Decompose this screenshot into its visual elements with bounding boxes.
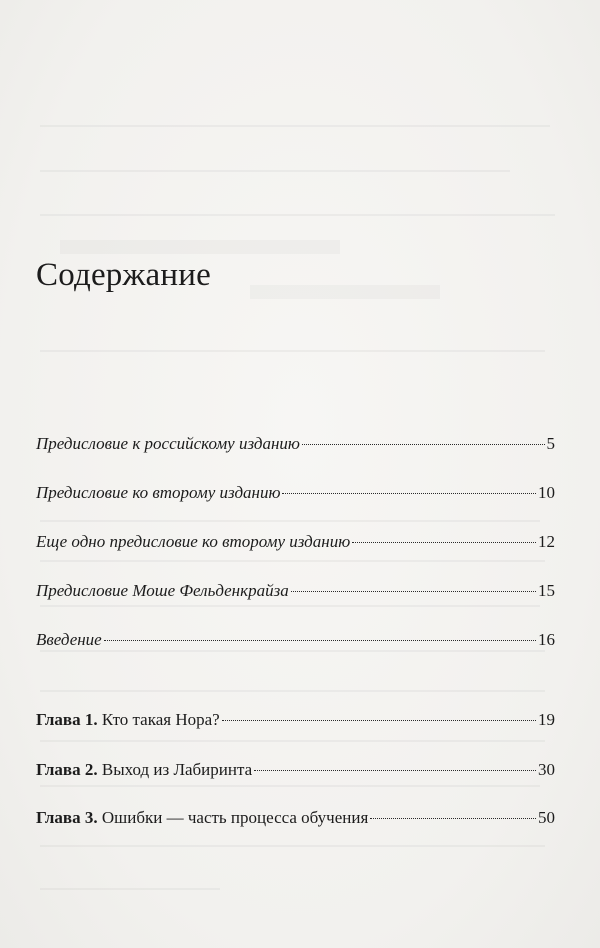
dot-leader bbox=[222, 720, 536, 721]
toc-entry-title: Предисловие Моше Фельденкрайза bbox=[36, 581, 289, 600]
dot-leader bbox=[370, 818, 536, 819]
chapter-title: Выход из Лабиринта bbox=[101, 760, 253, 779]
toc-entry-page: 12 bbox=[538, 532, 555, 551]
dot-leader bbox=[104, 640, 536, 641]
toc-chapter[interactable] bbox=[36, 806, 555, 830]
toc-entry[interactable] bbox=[36, 628, 555, 652]
toc-entry-page: 5 bbox=[546, 434, 555, 453]
dot-leader bbox=[254, 770, 536, 771]
toc-chapter-page: 19 bbox=[538, 710, 555, 729]
toc-entry-title: Предисловие ко второму изданию bbox=[36, 483, 281, 502]
toc-entry-title: Предисловие к российскому изданию bbox=[36, 434, 300, 453]
toc-entry[interactable] bbox=[36, 481, 555, 505]
toc-chapter-label bbox=[36, 758, 252, 782]
toc-entry-page: 15 bbox=[538, 581, 555, 600]
toc-entry-title: Введение bbox=[36, 630, 102, 649]
dot-leader bbox=[302, 444, 545, 445]
chapter-title: Ошибки — часть процесса обучения bbox=[101, 808, 369, 827]
toc-chapter-label bbox=[36, 806, 368, 830]
chapter-number: Глава 2. bbox=[36, 760, 98, 779]
toc-heading: Содержание bbox=[36, 257, 211, 293]
toc-chapter[interactable] bbox=[36, 758, 555, 782]
toc-chapter-label bbox=[36, 708, 220, 732]
toc-entry[interactable] bbox=[36, 530, 555, 554]
dot-leader bbox=[291, 591, 536, 592]
toc-entry[interactable] bbox=[36, 579, 555, 603]
toc-chapter-page: 50 bbox=[538, 808, 555, 827]
toc-entry-page: 16 bbox=[538, 630, 555, 649]
chapter-title: Кто такая Нора? bbox=[101, 710, 220, 729]
dot-leader bbox=[352, 542, 536, 543]
toc-entry-page: 10 bbox=[538, 483, 555, 502]
toc-entry-title: Еще одно предисловие ко второму изданию bbox=[36, 532, 351, 551]
chapter-number: Глава 3. bbox=[36, 808, 98, 827]
toc-chapter-page: 30 bbox=[538, 760, 555, 779]
dot-leader bbox=[282, 493, 536, 494]
toc-entry[interactable] bbox=[36, 432, 555, 456]
toc-chapter[interactable] bbox=[36, 708, 555, 732]
chapter-number: Глава 1. bbox=[36, 710, 98, 729]
